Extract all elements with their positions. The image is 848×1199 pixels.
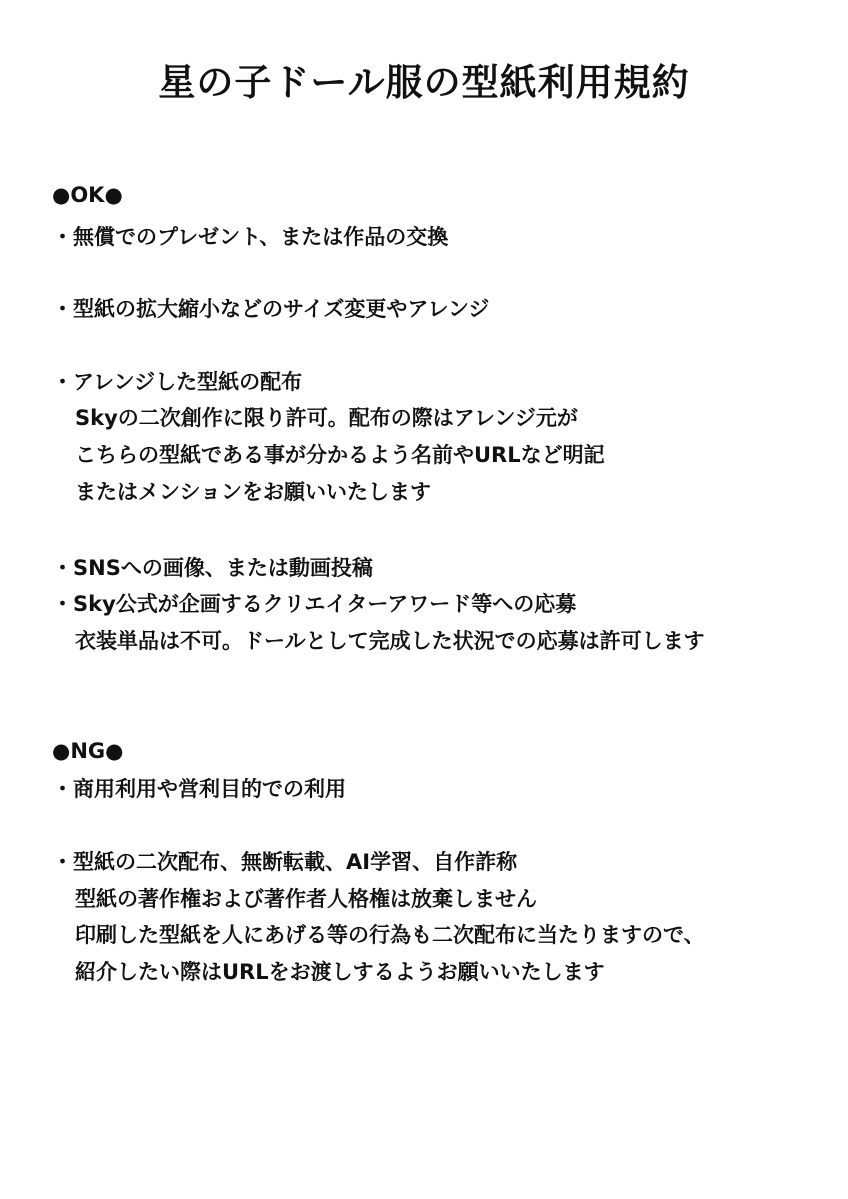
ng-note-line: 紹介したい際はURLをお渡しするようお願いいたします (75, 960, 605, 984)
ng-item-commercial: ・商用利用や営利目的での利用 (52, 777, 346, 801)
page-title: 星の子ドール服の型紙利用規約 (158, 61, 690, 104)
ng-heading: ●NG● (52, 739, 124, 763)
ok-note-line: こちらの型紙である事が分かるよう名前やURLなど明記 (75, 443, 605, 467)
ok-item-sns: ・SNSへの画像、または動画投稿 (52, 556, 373, 580)
ng-note-line: 型紙の著作権および著作者人格権は放棄しません (75, 887, 537, 911)
ok-note-line: Skyの二次創作に限り許可。配布の際はアレンジ元が (75, 406, 578, 430)
ok-item-resize: ・型紙の拡大縮小などのサイズ変更やアレンジ (52, 297, 490, 321)
ok-note-line: またはメンションをお願いいたします (75, 480, 432, 504)
ok-heading: ●OK● (52, 183, 123, 207)
ok-item-arranged-distribution: ・アレンジした型紙の配布 (52, 370, 303, 394)
ng-note-line: 印刷した型紙を人にあげる等の行為も二次配布に当たりますので、 (75, 923, 705, 947)
ok-item-award: ・Sky公式が企画するクリエイターアワード等への応募 (52, 592, 577, 616)
ng-item-redistribution: ・型紙の二次配布、無断転載、AI学習、自作詐称 (52, 850, 518, 874)
ok-item-gift: ・無償でのプレゼント、または作品の交換 (52, 225, 449, 249)
ok-note-line: 衣装単品は不可。ドールとして完成した状況での応募は許可します (75, 629, 705, 653)
